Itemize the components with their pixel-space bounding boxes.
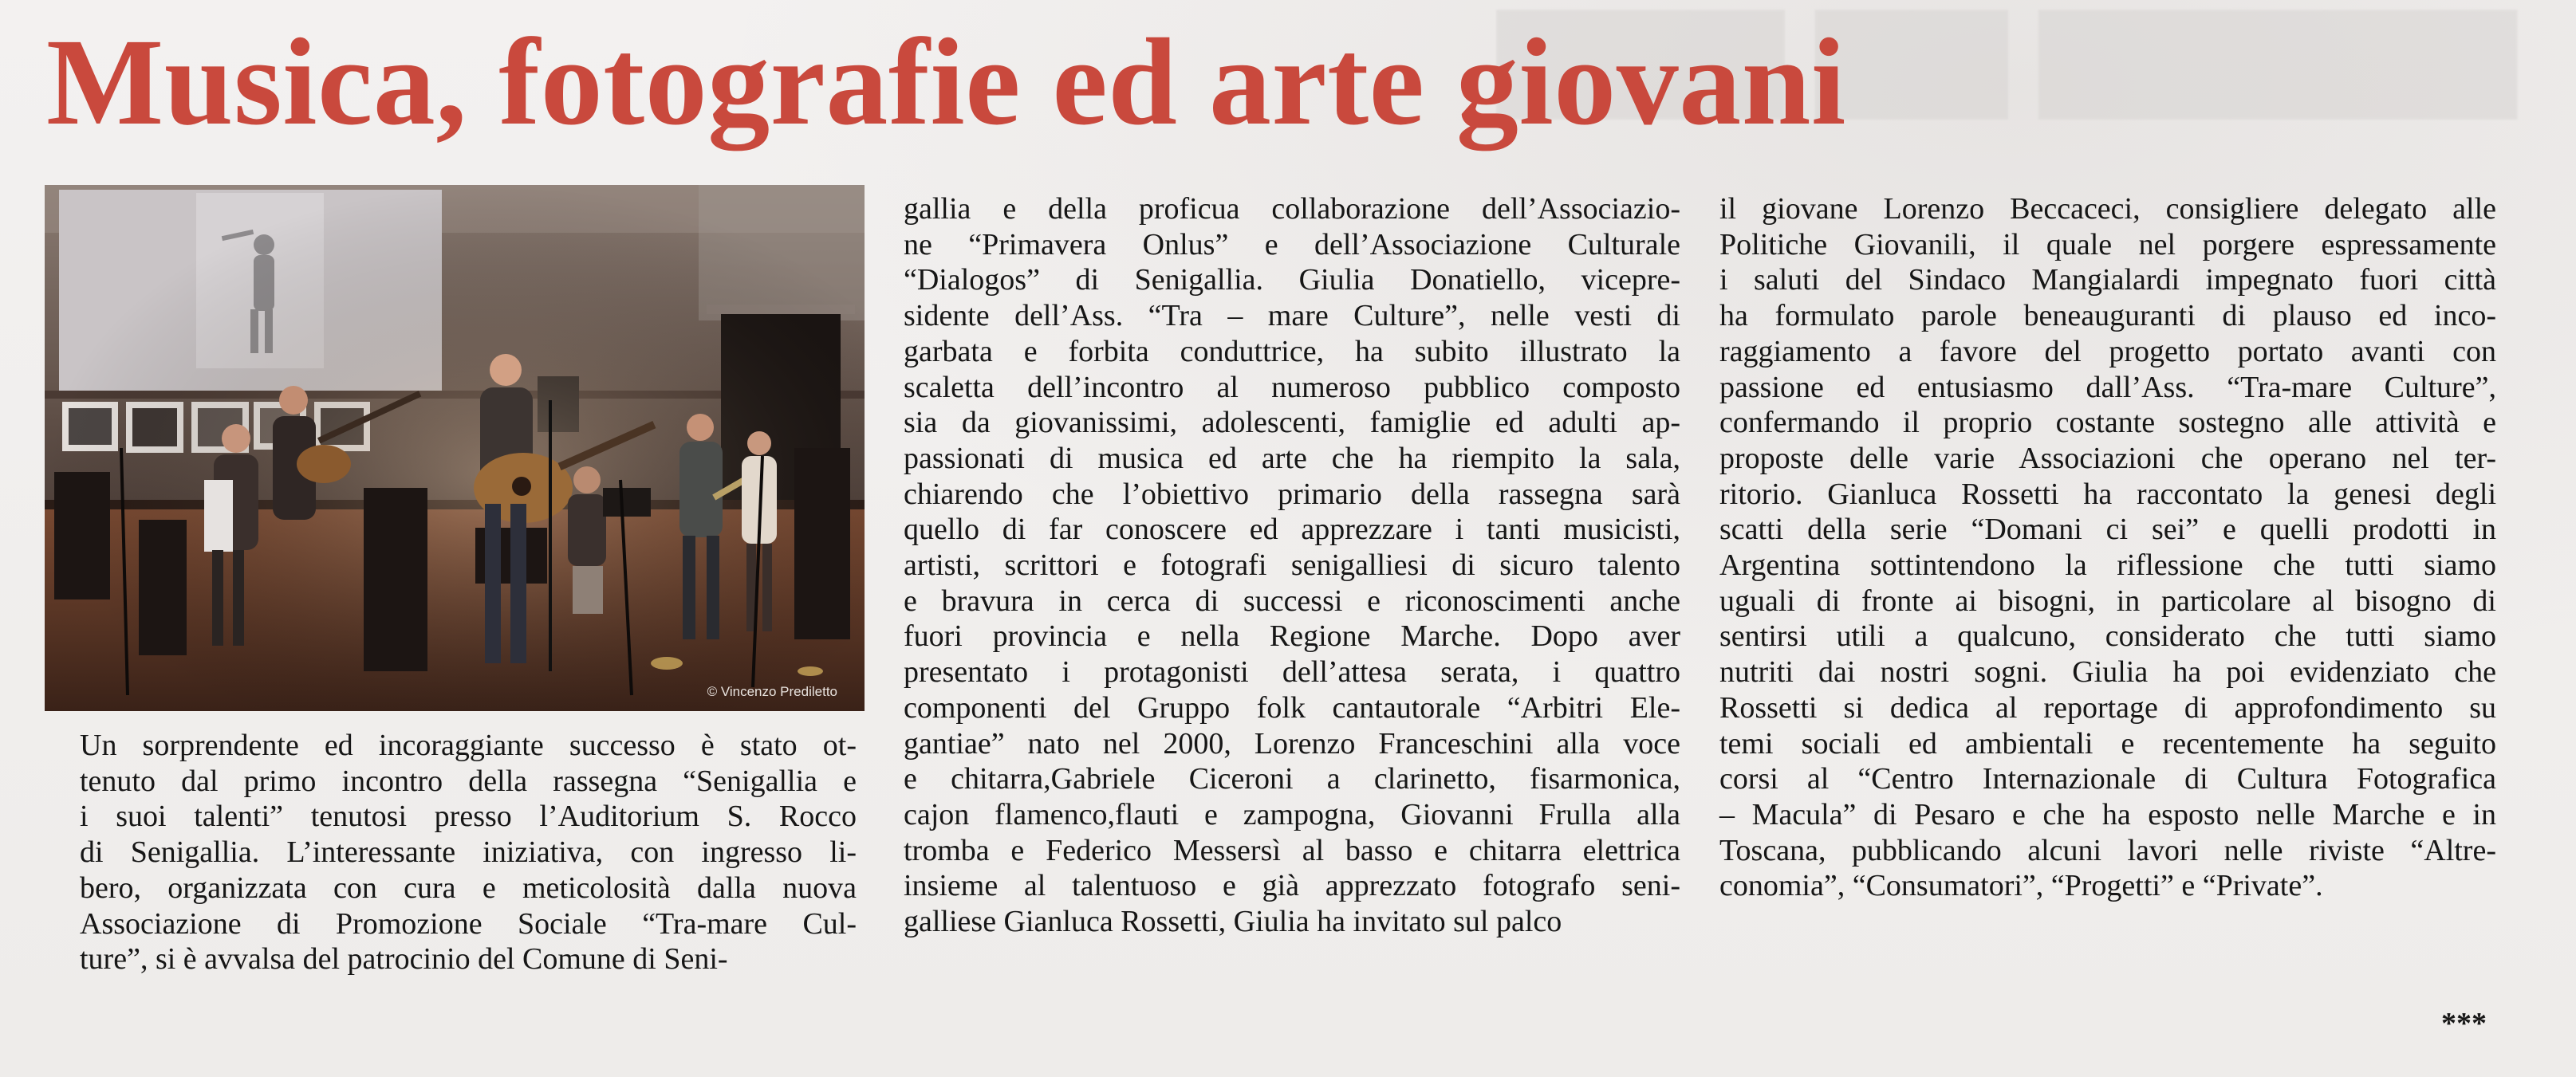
article-headline: Musica, fotografie ed arte giovani (46, 13, 1846, 151)
article-text-line: proposte delle varie Associazioni che operano nel ter- (1719, 441, 2496, 475)
article-text-line: uguali di fronte ai bisogni, in particolare al bisogno di (1719, 584, 2496, 618)
article-text-line: di Senigallia. L’interessante iniziativa, con ingresso li- (80, 835, 857, 870)
article-text-line: scaletta dell’incontro al numeroso pubblico composto (904, 370, 1680, 404)
article-text-line: presentato i protagonisti dell’attesa serata, i quattro (904, 655, 1680, 690)
article-text-line: i suoi talenti” tenutosi presso l’Auditorium S. Rocco (80, 800, 857, 834)
article-text-line: gantiae” nato nel 2000, Lorenzo Franceschini alla voce (904, 726, 1680, 761)
article-column-3 (1719, 191, 2496, 904)
article-text-line: i saluti del Sindaco Mangialardi impegnato fuori città (1719, 263, 2496, 297)
article-text-line: fuori provincia e nella Regione Marche. Dopo aver (904, 619, 1680, 654)
article-text-line: sia da giovanissimi, adolescenti, famiglie ed adulti ap- (904, 406, 1680, 440)
article-text-line: raggiamento a favore del progetto portato avanti con (1719, 334, 2496, 368)
article-text-line: Un sorprendente ed incoraggiante successo è stato ot- (80, 729, 857, 762)
article-text-line: quello di far conoscere ed apprezzare i tanti musicisti, (904, 513, 1680, 547)
article-text-line: gallia e della proficua collaborazione dell’Associazio- (904, 192, 1680, 226)
article-text-line: garbata e forbita conduttrice, ha subito illustrato la (904, 334, 1680, 368)
article-text-line: artisti, scrittori e fotografi senigalliesi di sicuro talento (904, 548, 1680, 583)
article-text-line: Toscana, pubblicando alcuni lavori nelle riviste “Altre- (1719, 833, 2496, 867)
article-text-line: insieme al talentuoso e già apprezzato fotografo seni- (904, 869, 1680, 903)
article-text-line: Associazione di Promozione Sociale “Tra-mare Cul- (80, 906, 857, 941)
article-text-line: sentirsi utili a qualcuno, considerato che tutti siamo (1719, 619, 2496, 654)
article-text-line: componenti del Gruppo folk cantautorale “Arbitri Ele- (904, 690, 1680, 725)
article-text-line: chiarendo che l’obiettivo primario della rassegna sarà (904, 477, 1680, 511)
article-text-line: tenuto dal primo incontro della rassegna “Senigallia e (80, 764, 857, 798)
article-text-line: temi sociali ed ambientali e recentemente ha seguito (1719, 726, 2496, 761)
article-text-line: Rossetti si dedica al reportage di approfondimento su (1719, 690, 2496, 725)
end-mark: *** (2441, 1007, 2487, 1040)
photo-credit: © Vincenzo Prediletto (707, 684, 837, 699)
article-text-line: passione ed entusiasmo dall’Ass. “Tra-mare Culture”, (1719, 370, 2496, 404)
article-text-line: corsi al “Centro Internazionale di Cultura Fotografica (1719, 762, 2496, 796)
article-text-line: ritorio. Gianluca Rossetti ha raccontato la genesi degli (1719, 477, 2496, 511)
article-text-line: ha formulato parole beneauguranti di plauso ed inco- (1719, 299, 2496, 333)
article-text-line: scatti della serie “Domani ci sei” e quelli prodotti in (1719, 513, 2496, 547)
article-text-line: Politiche Giovanili, il quale nel porgere espressamente (1719, 227, 2496, 261)
article-text-line: Argentina sottintendono la riflessione che tutti siamo (1719, 548, 2496, 583)
article-text-line: cajon flamenco,flauti e zampogna, Giovanni Frulla alla (904, 797, 1680, 831)
article-text-line: conomia”, “Consumatori”, “Progetti” e “Private”. (1719, 869, 2323, 903)
article-column-1 (80, 728, 857, 977)
article-text-line: sidente dell’Ass. “Tra – mare Culture”, nelle vesti di (904, 299, 1680, 333)
article-text-line: ne “Primavera Onlus” e dell’Associazione Culturale (904, 227, 1680, 261)
article-text-line: galliese Gianluca Rossetti, Giulia ha invitato sul palco (904, 905, 1562, 939)
article-text-line: confermando il proprio costante sostegno alle attività e (1719, 406, 2496, 440)
article-text-line: ture”, si è avvalsa del patrocinio del Comune di Seni- (80, 942, 728, 977)
article-text-line: passionati di musica ed arte che ha riempito la sala, (904, 441, 1680, 475)
article-text-line: tromba e Federico Messersì al basso e chitarra elettrica (904, 833, 1680, 867)
article-text-line: e chitarra,Gabriele Ciceroni a clarinetto, fisarmonica, (904, 762, 1680, 796)
article-text-line: e bravura in cerca di successi e riconoscimenti anche (904, 584, 1680, 618)
article-column-2 (904, 191, 1680, 940)
article-text-line: “Dialogos” di Senigallia. Giulia Donatiello, vicepre- (904, 263, 1680, 297)
article-text-line: bero, organizzata con cura e meticolosità dalla nuova (80, 871, 857, 905)
article-text-line: il giovane Lorenzo Beccaceci, consigliere delegato alle (1719, 192, 2496, 226)
article-text-line: nutriti dai nostri sogni. Giulia ha poi evidenziato che (1719, 655, 2496, 690)
concert-photo (45, 185, 865, 711)
bleed-through-text: ▆▆▆ ▆▆ ▆▆▆▆▆ (1499, 0, 2518, 114)
article-text-line: – Macula” di Pesaro e che ha esposto nelle Marche e in (1719, 797, 2496, 831)
